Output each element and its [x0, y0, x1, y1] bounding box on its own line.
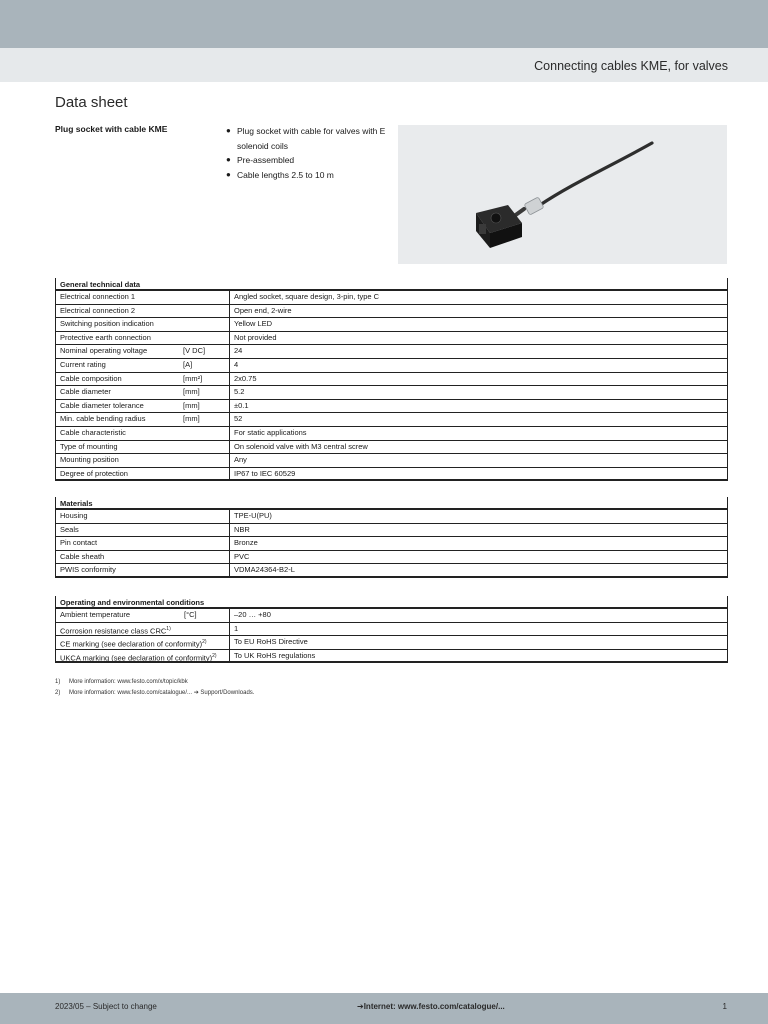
- row-label: [56, 650, 229, 662]
- footnote-ref: 2): [212, 652, 217, 659]
- row-unit: [V DC]: [183, 346, 206, 356]
- row-value: To UK RoHS regulations: [229, 650, 727, 662]
- row-value: 5.2: [229, 386, 727, 399]
- row-unit: [mm²]: [183, 373, 203, 383]
- row-label: Type of mounting: [60, 441, 118, 451]
- row-value: Not provided: [229, 332, 727, 345]
- row-label: [56, 609, 229, 622]
- row-label: Seals: [60, 524, 79, 534]
- table-row: [56, 650, 727, 664]
- footnotes: [55, 677, 254, 698]
- row-unit: [183, 291, 229, 304]
- section-title: Operating and environmental conditions: [56, 596, 727, 609]
- footnote-ref: 1): [166, 625, 171, 632]
- row-label-text: CE marking (see declaration of conformity): [60, 639, 203, 649]
- row-label: [56, 636, 229, 649]
- footnote: [55, 688, 254, 699]
- row-value: ±0.1: [229, 400, 727, 413]
- materials-table: [55, 497, 728, 578]
- row-value: Any: [229, 454, 727, 467]
- bullet-icon: ●: [226, 126, 231, 135]
- bullet-icon: ●: [226, 169, 231, 179]
- row-label: Cable diameter tolerance: [60, 400, 144, 410]
- row-unit: [A]: [183, 359, 193, 369]
- table-row: [56, 524, 727, 538]
- row-label: Electrical connection 1: [60, 292, 136, 301]
- row-value: To EU RoHS Directive: [229, 636, 727, 649]
- footer-internet-link[interactable]: ➔Internet: www.festo.com/catalogue/...: [357, 1002, 505, 1011]
- table-row: [56, 636, 727, 650]
- table-row: [56, 468, 727, 482]
- row-value: VDMA24364-B2-L: [229, 564, 727, 576]
- table-row: [56, 305, 727, 319]
- row-label-text: Corrosion resistance class CRC: [60, 626, 167, 636]
- row-value: 1: [229, 623, 727, 636]
- feature-text: Cable lengths 2.5 to 10 m: [237, 169, 334, 180]
- row-value: 4: [229, 359, 727, 372]
- row-label-text: UKCA marking (see declaration of conformity): [60, 653, 213, 662]
- row-unit: [183, 564, 229, 576]
- row-value: Bronze: [229, 537, 727, 550]
- section-title: Materials: [56, 497, 727, 510]
- feature-item: [226, 153, 386, 168]
- product-photo: [398, 125, 727, 264]
- row-value: 52: [229, 413, 727, 426]
- table-row: [56, 551, 727, 565]
- row-value: Angled socket, square design, 3-pin, type C: [229, 291, 727, 304]
- row-label: Mounting position: [60, 455, 119, 465]
- table-row: [56, 413, 727, 427]
- row-label: Housing: [60, 511, 88, 520]
- row-unit: [183, 524, 229, 537]
- row-value: 24: [229, 345, 727, 358]
- row-value: 2x0.75: [229, 373, 727, 386]
- row-label: Nominal operating voltage: [60, 346, 148, 356]
- table-row: [56, 400, 727, 414]
- footnote-text: More information: www.festo.com/catalogue/... ➔ Support/Downloads.: [69, 689, 255, 696]
- product-illustration: [398, 125, 727, 264]
- header-title: Connecting cables KME, for valves: [534, 59, 728, 73]
- row-label: Electrical connection 2: [60, 305, 136, 315]
- table-row: [56, 623, 727, 637]
- row-label: Cable composition: [60, 373, 122, 383]
- table-row: [56, 537, 727, 551]
- row-label: Min. cable bending radius: [60, 414, 146, 424]
- product-name: Plug socket with cable KME: [55, 124, 168, 134]
- row-label: Pin contact: [60, 538, 98, 548]
- general-technical-data-table: [55, 278, 728, 481]
- feature-item: [226, 168, 386, 183]
- row-label: Current rating: [60, 359, 106, 369]
- footer-date: 2023/05 – Subject to change: [55, 1002, 157, 1011]
- row-unit: [183, 305, 229, 318]
- row-value: PVC: [229, 551, 727, 564]
- footnote-number: 2): [55, 689, 61, 696]
- table-row: [56, 332, 727, 346]
- table-row: [56, 510, 727, 524]
- table-row: [56, 454, 727, 468]
- table-row: [56, 359, 727, 373]
- section-title: General technical data: [56, 278, 727, 291]
- feature-text: Pre-assembled: [237, 155, 295, 165]
- row-label: Cable diameter: [60, 387, 111, 397]
- table-row: [56, 609, 727, 623]
- doc-type-title: Data sheet: [55, 94, 128, 111]
- row-label: Cable characteristic: [60, 427, 126, 437]
- row-value: –20 … +80: [229, 609, 727, 622]
- row-value: On solenoid valve with M3 central screw: [229, 441, 727, 454]
- page-number: 1: [722, 1002, 727, 1011]
- row-value: Yellow LED: [229, 318, 727, 331]
- table-row: [56, 345, 727, 359]
- table-row: [56, 441, 727, 455]
- feature-list: [226, 124, 386, 182]
- row-unit: [183, 468, 229, 480]
- row-unit: [°C]: [184, 610, 197, 619]
- row-unit: [183, 427, 229, 440]
- bullet-icon: ●: [226, 155, 231, 164]
- row-label: PWIS conformity: [60, 565, 116, 575]
- row-label-text: Ambient temperature: [60, 610, 131, 619]
- footnote-ref: 2): [202, 639, 207, 646]
- row-label: Degree of protection: [60, 468, 128, 478]
- table-row: [56, 373, 727, 387]
- row-label: Protective earth connection: [60, 332, 151, 342]
- row-label: Cable sheath: [60, 551, 105, 561]
- top-band: [0, 0, 768, 48]
- table-row: [56, 564, 727, 578]
- row-value: IP67 to IEC 60529: [229, 468, 727, 480]
- feature-item: [226, 124, 386, 153]
- row-label: [56, 623, 229, 636]
- table-row: [56, 318, 727, 332]
- row-unit: [183, 510, 229, 523]
- row-value: Open end, 2-wire: [229, 305, 727, 318]
- feature-text: Plug socket with cable for valves with E solenoid coils: [237, 126, 386, 151]
- row-unit: [183, 332, 229, 345]
- table-row: [56, 291, 727, 305]
- row-label: Switching position indication: [60, 319, 154, 329]
- row-unit: [183, 551, 229, 564]
- footnote-text: More information: www.festo.com/x/topic/kbk: [69, 679, 188, 685]
- row-unit: [183, 441, 229, 454]
- footnote-number: 1): [55, 679, 61, 685]
- row-unit: [mm]: [183, 400, 200, 410]
- row-value: TPE-U(PU): [229, 510, 727, 523]
- row-unit: [183, 454, 229, 467]
- row-unit: [183, 537, 229, 550]
- table-row: [56, 427, 727, 441]
- row-value: For static applications: [229, 427, 727, 440]
- row-unit: [mm]: [183, 414, 200, 424]
- footnote: [55, 677, 254, 688]
- row-value: NBR: [229, 524, 727, 537]
- table-row: [56, 386, 727, 400]
- operating-conditions-table: [55, 596, 728, 663]
- row-unit: [mm]: [183, 387, 200, 397]
- row-unit: [183, 318, 229, 331]
